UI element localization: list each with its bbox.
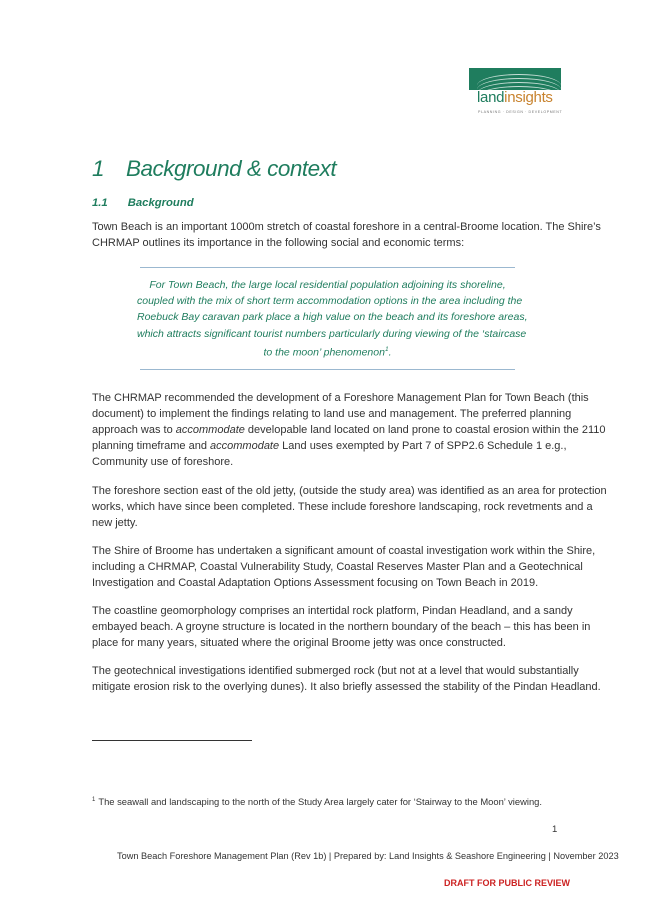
section-number: 1 (92, 156, 105, 181)
footnote-text: The seawall and landscaping to the north of the Study Area largely cater for ‘Stairway to the Moon’ viewing. (98, 796, 542, 807)
subsection-title: Background (127, 197, 194, 209)
paragraph-chrmap: The CHRMAP recommended the development of a Foreshore Management Plan for Town Beach (this document) to implement the findings relating to land use and management. The preferred planning approach was to accommodate developable land located on land prone to coastal erosion within the 2110 planning timeframe and accommodate Land uses exempted by Part 7 of SPP2.6 Schedule 1 e.g., Community use of foreshore. (92, 392, 606, 469)
footnote-reference: 1 (384, 345, 389, 353)
quote-bottom-rule (140, 369, 515, 370)
footnote-separator (92, 740, 252, 741)
page-number: 1 (552, 824, 558, 835)
quote-top-rule (140, 267, 515, 268)
paragraph-shire-investigations: The Shire of Broome has undertaken a significant amount of coastal investigation work within the Shire, including a CHRMAP, Coastal Vulnerability Study, Coastal Reserves Master Plan and a Geotechnical Investigation and Coastal Adaptation Options Assessment focusing on Town Beach in 2019. (92, 545, 596, 590)
land-insights-logo (467, 68, 563, 118)
paragraph-foreshore-section: The foreshore section east of the old jetty, (outside the study area) was identified as an area for protection works, which have since been completed. These include foreshore landscaping, rock revetments and a new jetty. (92, 485, 607, 530)
logo-tagline: PLANNING · DESIGN · DEVELOPMENT (478, 110, 563, 114)
footnote-number: 1 (92, 796, 96, 803)
section-heading (92, 156, 336, 182)
document-footer: Town Beach Foreshore Management Plan (Rev 1b) | Prepared by: Land Insights & Seashore Engineering | November 2023 (117, 851, 619, 861)
logo-wordmark: landinsights (477, 89, 553, 106)
intro-paragraph: Town Beach is an important 1000m stretch of coastal foreshore in a central-Broome location. The Shire’s CHRMAP outlines its importance in the following social and economic terms: (92, 221, 601, 250)
subsection-number: 1.1 (92, 197, 108, 209)
section-title: Background & context (126, 156, 337, 181)
subsection-heading (92, 197, 194, 209)
footnote (92, 796, 542, 807)
paragraph-geomorphology: The coastline geomorphology comprises an intertidal rock platform, Pindan Headland, and a sandy embayed beach. A groyne structure is located in the northern boundary of the beach – this has been in place for many years, situated where the original Broome jetty was once constructed. (92, 605, 591, 650)
logo-stairs-mark (469, 68, 561, 90)
paragraph-geotechnical: The geotechnical investigations identified submerged rock (but not at a level that would substantially mitigate erosion risk to the overlying dunes). It also briefly assessed the stability of the Pindan Headland. (92, 665, 601, 694)
draft-label: DRAFT FOR PUBLIC REVIEW (444, 878, 570, 888)
block-quote: For Town Beach, the large local residential population adjoining its shoreline, coupled with the mix of short term accommodation options in the area including the Roebuck Bay caravan park place a high value on the beach and its foreshore areas, which attracts significant tourist numbers particularly during viewing of the ‘staircase to the moon’ phenomenon$^1$. (137, 279, 528, 359)
